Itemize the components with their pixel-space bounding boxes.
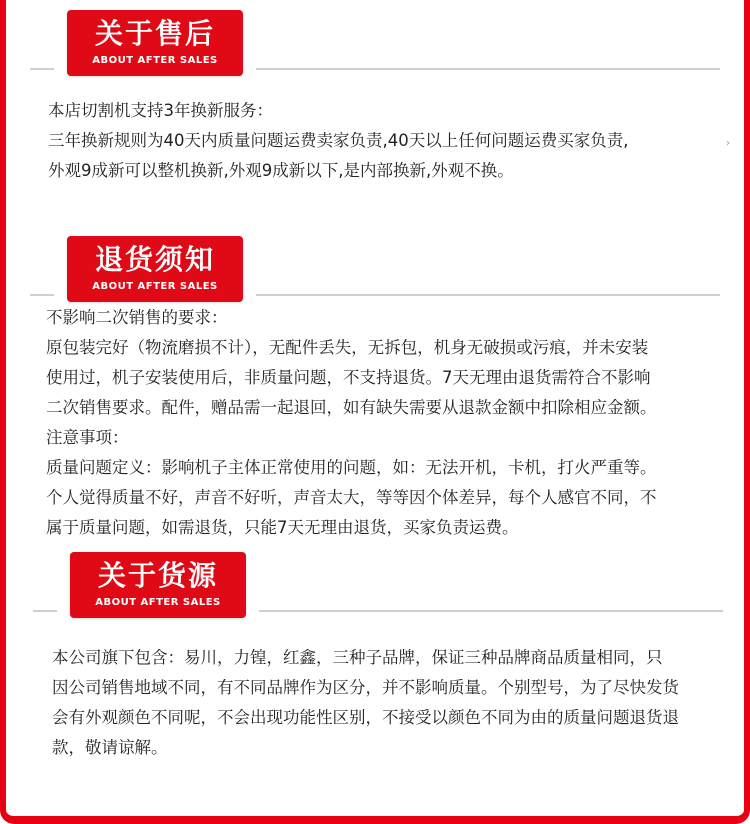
paragraph-line: 个人觉得质量不好，声音不好听，声音太大，等等因个体差异，每个人感官不同，不 [46, 488, 657, 507]
section-rule [259, 610, 723, 612]
section-title: 关于售后 [94, 17, 215, 50]
paragraph-line: 属于质量问题，如需退货，只能7天无理由退货，买家负责运费。 [46, 518, 519, 537]
section-rule [30, 294, 54, 296]
section-badge-return-notice [67, 236, 243, 302]
section-subtitle: ABOUT AFTER SALES [92, 281, 218, 292]
paragraph-line: 款，敬请谅解。 [52, 738, 168, 757]
paragraph-line: 原包装完好（物流磨损不计），无配件丢失，无拆包，机身无破损或污痕，并未安装 [46, 338, 649, 357]
section-rule [256, 294, 720, 296]
paragraph-line: 质量问题定义：影响机子主体正常使用的问题，如：无法开机，卡机，打火严重等。 [46, 458, 657, 477]
section-rule [256, 68, 720, 70]
side-mark-icon: › [726, 138, 730, 149]
paragraph-line: 使用过，机子安装使用后，非质量问题，不支持退货。7天无理由退货需符合不影响 [46, 368, 651, 387]
paragraph-line: 外观9成新可以整机换新,外观9成新以下,是内部换新,外观不换。 [48, 161, 514, 180]
section-subtitle: ABOUT AFTER SALES [95, 597, 221, 608]
paragraph-line: 注意事项： [46, 428, 129, 447]
section-subtitle: ABOUT AFTER SALES [92, 55, 218, 66]
section-title: 退货须知 [94, 243, 215, 276]
paragraph-line: 会有外观颜色不同呢，不会出现功能性区别，不接受以颜色不同为由的质量问题退货退 [52, 708, 679, 727]
paragraph-line: 三年换新规则为40天内质量问题运费卖家负责,40天以上任何问题运费买家负责, [48, 131, 629, 150]
paragraph-line: 因公司销售地域不同，有不同品牌作为区分，并不影响质量。个别型号，为了尽快发货 [52, 678, 679, 697]
paragraph-line: 本公司旗下包含：易川，力锽，红鑫，三种子品牌，保证三种品牌商品质量相同，只 [52, 648, 663, 667]
section-rule [30, 68, 54, 70]
paragraph-line: 不影响二次销售的要求： [46, 308, 228, 327]
paragraph-line: 二次销售要求。配件，赠品需一起退回，如有缺失需要从退款金额中扣除相应金额。 [46, 398, 657, 417]
section-rule [33, 610, 57, 612]
section-badge-after-sales [67, 10, 243, 76]
section-title: 关于货源 [97, 559, 218, 592]
section-badge-supply-source [70, 552, 246, 618]
paragraph-line: 本店切割机支持3年换新服务： [48, 101, 273, 120]
